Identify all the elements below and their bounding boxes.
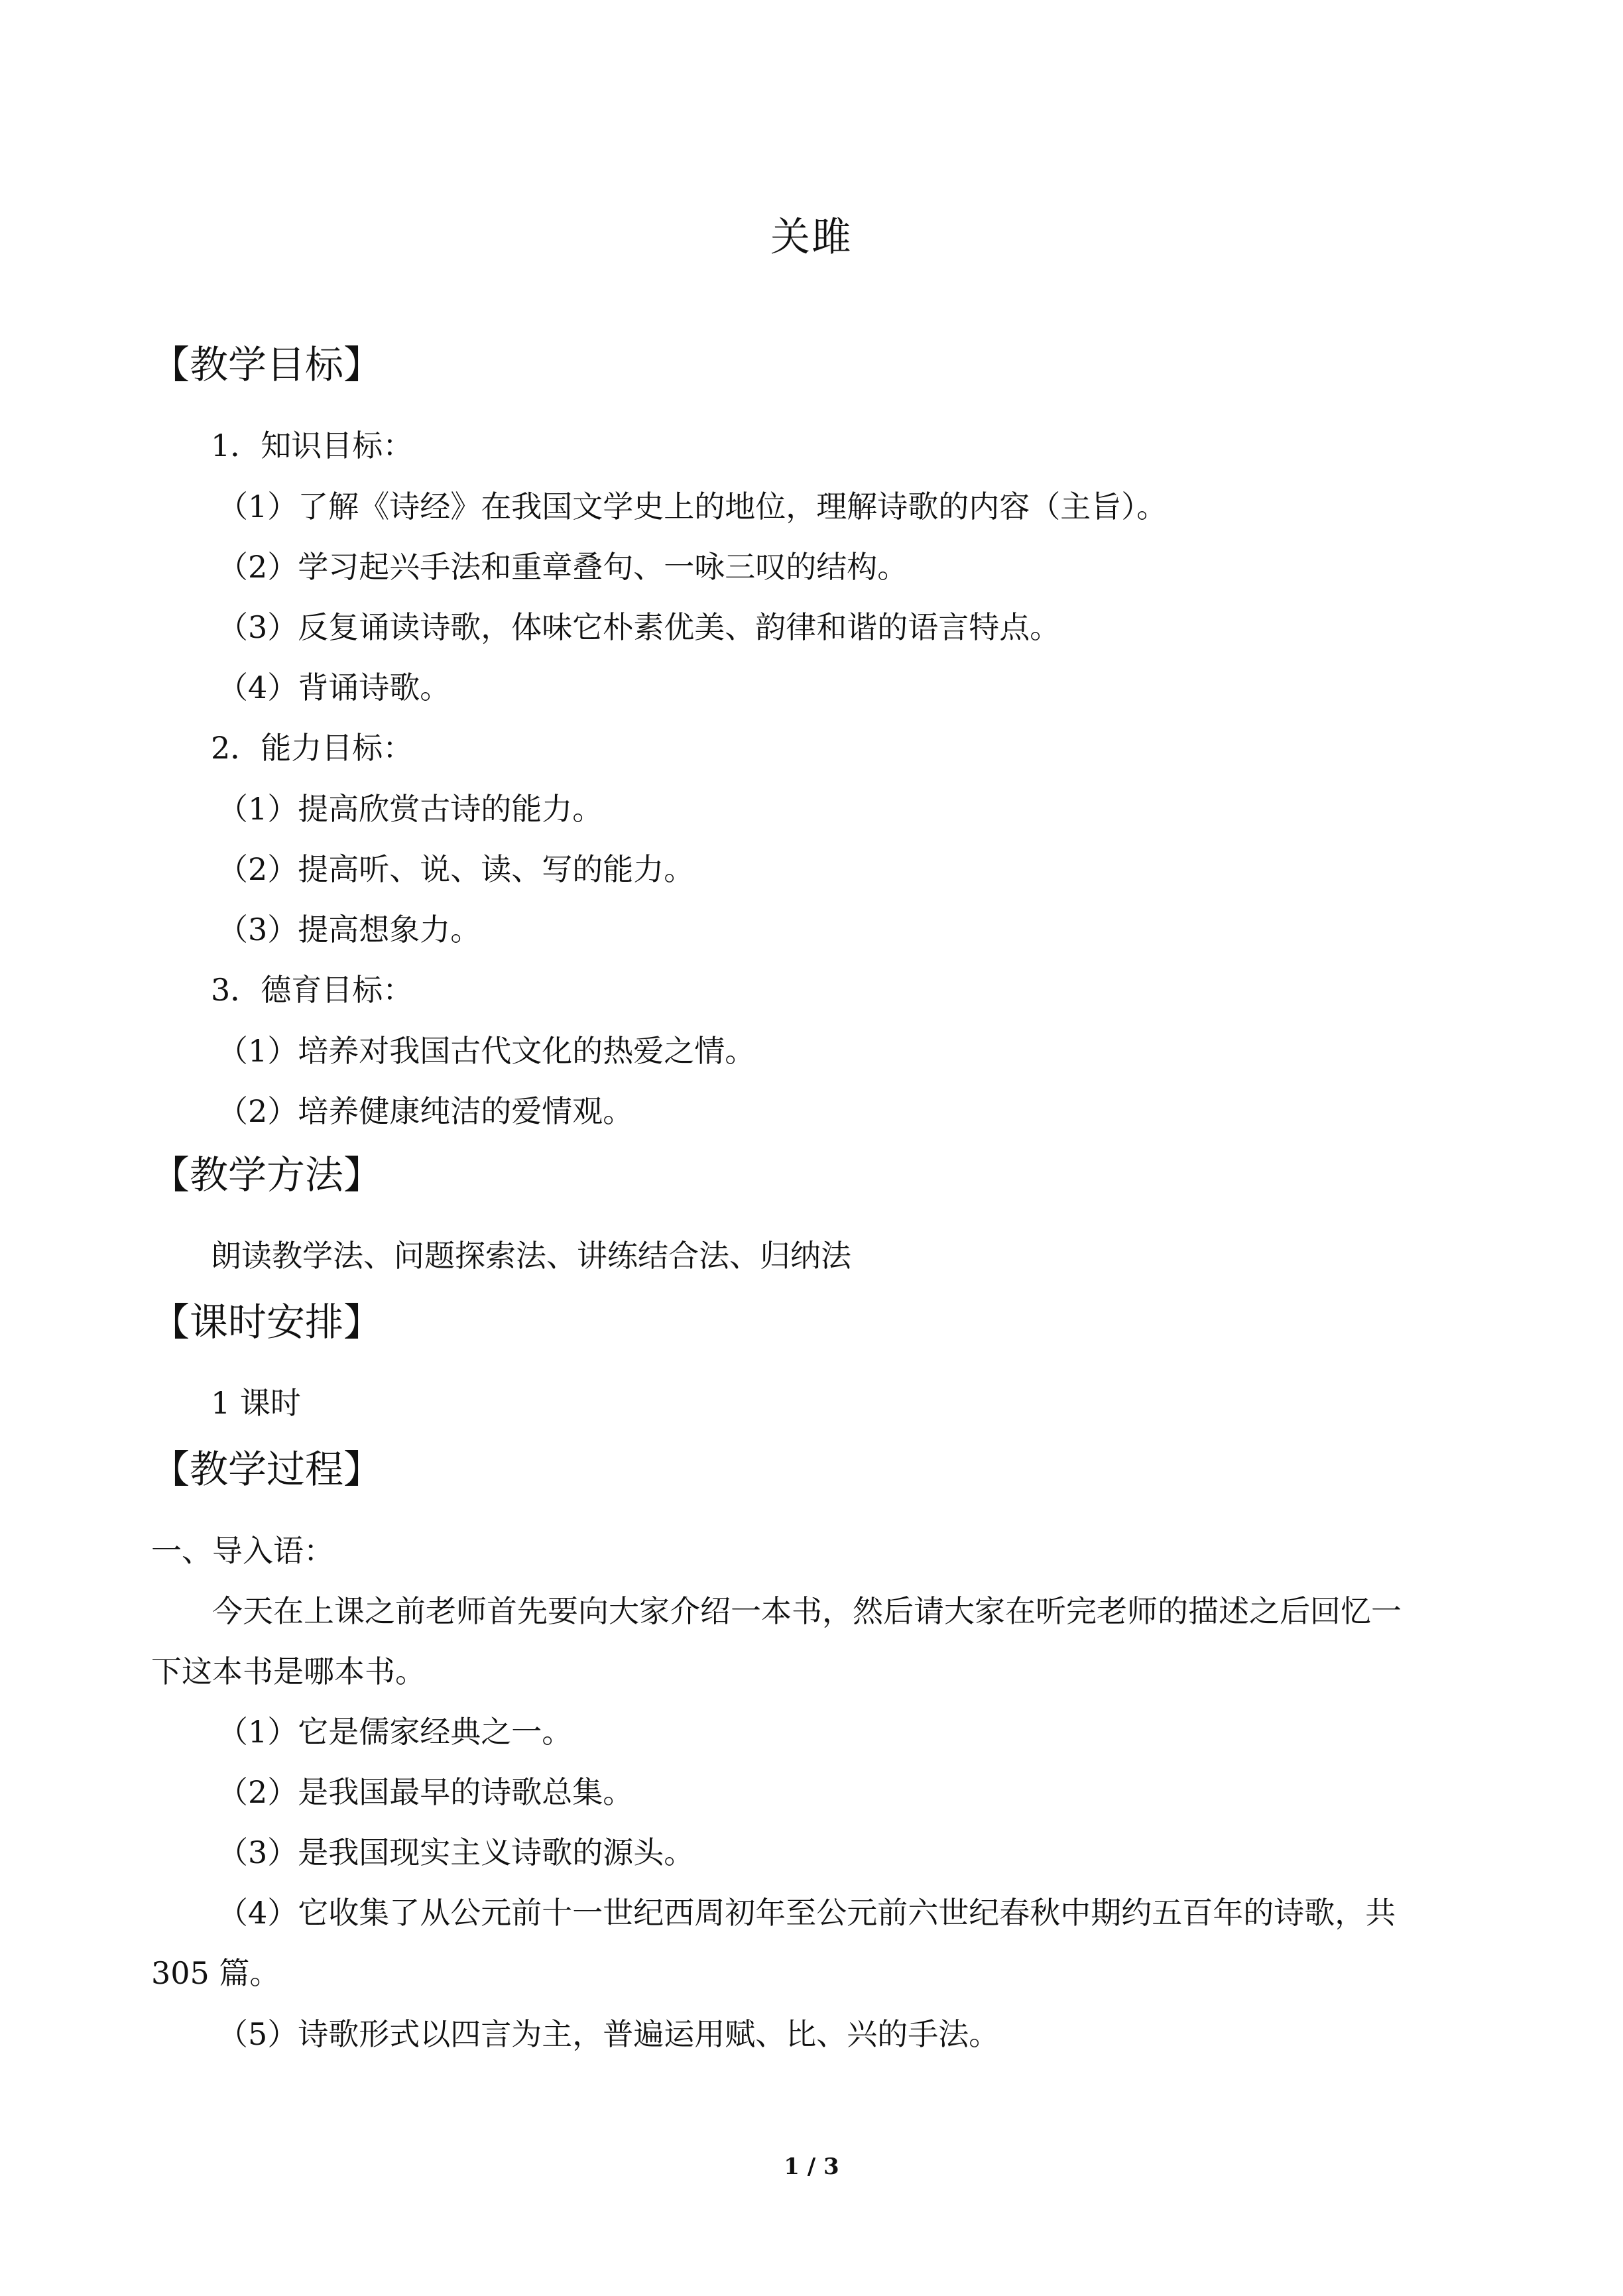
- methods-text: 朗读教学法、问题探索法、讲练结合法、归纳法: [211, 1238, 851, 1274]
- moral-goal-item-1: （1）培养对我国古代文化的热爱之情。: [217, 1033, 756, 1069]
- clue-item-4: （4）它收集了从公元前十一世纪西周初年至公元前六世纪春秋中期约五百年的诗歌，共: [217, 1895, 1396, 1931]
- intro-paragraph-line-1: 今天在上课之前老师首先要向大家介绍一本书，然后请大家在听完老师的描述之后回忆一: [212, 1593, 1402, 1629]
- knowledge-goal-item-1: （1）了解《诗经》在我国文学史上的地位，理解诗歌的内容（主旨）。: [217, 489, 1168, 524]
- ability-goal-label: 2．能力目标：: [211, 730, 414, 766]
- section-heading-goals: 【教学目标】: [151, 342, 383, 387]
- knowledge-goal-item-2: （2）学习起兴手法和重章叠句、一咏三叹的结构。: [217, 549, 908, 585]
- clue-item-3: （3）是我国现实主义诗歌的源头。: [217, 1835, 695, 1870]
- knowledge-goal-item-3: （3）反复诵读诗歌，体味它朴素优美、韵律和谐的语言特点。: [217, 609, 1061, 645]
- moral-goal-item-2: （2）培养健康纯洁的爱情观。: [217, 1093, 634, 1129]
- intro-paragraph-line-2: 下这本书是哪本书。: [151, 1654, 426, 1689]
- section-heading-process: 【教学过程】: [151, 1447, 383, 1492]
- schedule-text: 1 课时: [211, 1385, 301, 1421]
- clue-item-1: （1）它是儒家经典之一。: [217, 1714, 573, 1750]
- clue-item-2: （2）是我国最早的诗歌总集。: [217, 1774, 634, 1810]
- ability-goal-item-3: （3）提高想象力。: [217, 912, 481, 947]
- clue-item-5: （5）诗歌形式以四言为主，普遍运用赋、比、兴的手法。: [217, 2016, 1000, 2052]
- moral-goal-label: 3．德育目标：: [211, 972, 414, 1008]
- intro-label: 一、导入语：: [151, 1533, 334, 1569]
- knowledge-goal-item-4: （4）背诵诗歌。: [217, 670, 451, 705]
- ability-goal-item-2: （2）提高听、说、读、写的能力。: [217, 851, 695, 887]
- page-title: 关雎: [770, 214, 853, 261]
- section-heading-methods: 【教学方法】: [151, 1152, 383, 1197]
- clue-item-4-continued: 305 篇。: [151, 1955, 280, 1991]
- ability-goal-item-1: （1）提高欣赏古诗的能力。: [217, 791, 603, 827]
- knowledge-goal-label: 1．知识目标：: [211, 428, 414, 463]
- page-number: 1 / 3: [784, 2153, 839, 2180]
- section-heading-schedule: 【课时安排】: [151, 1299, 383, 1345]
